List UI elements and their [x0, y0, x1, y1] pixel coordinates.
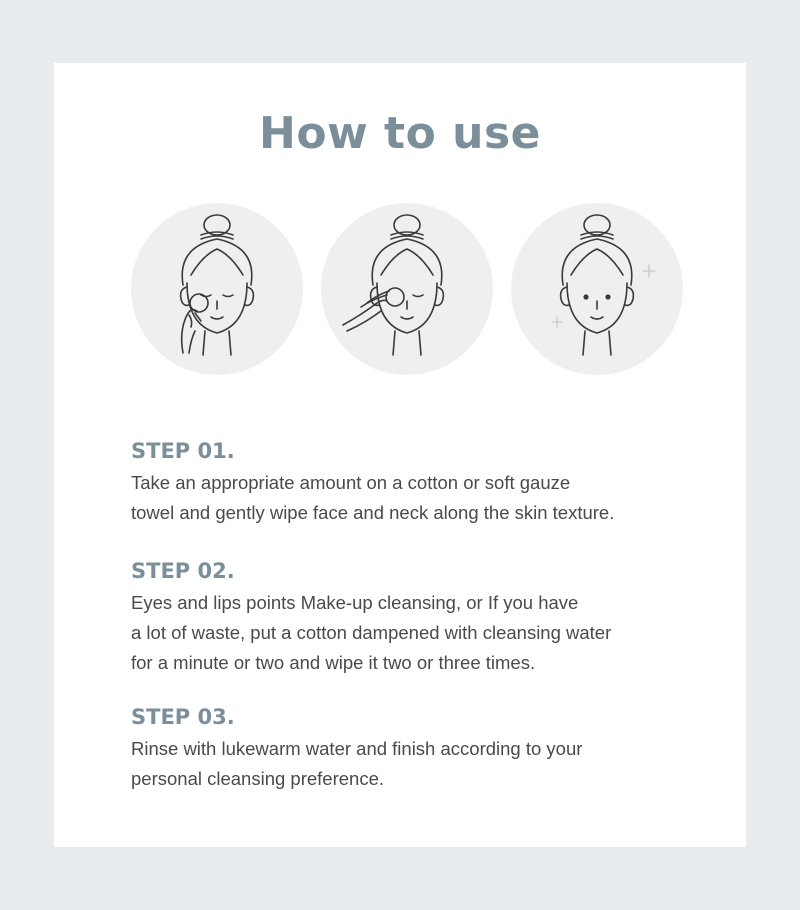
step-text-line: towel and gently wipe face and neck along the skin texture. — [131, 502, 615, 523]
step-02 — [131, 558, 691, 678]
step-text-line: Take an appropriate amount on a cotton or soft gauze — [131, 472, 571, 493]
face-cotton-pad-cheek-icon — [131, 203, 303, 375]
step-text-line: Eyes and lips points Make-up cleansing, or If you have — [131, 592, 579, 613]
step-text-line: Rinse with lukewarm water and finish according to your — [131, 738, 583, 759]
face-clean-sparkle-icon — [511, 203, 683, 375]
step-text-line: a lot of waste, put a cotton dampened with cleansing water — [131, 622, 612, 643]
step-title: STEP 02. — [131, 559, 235, 583]
page-title: How to use — [259, 108, 541, 159]
step-text-line: personal cleansing preference. — [131, 768, 384, 789]
step-01 — [131, 438, 691, 528]
face-cotton-pad-eye-icon — [321, 203, 493, 375]
step-title: STEP 03. — [131, 705, 235, 729]
step-03 — [131, 704, 691, 794]
step-text-line: for a minute or two and wipe it two or three times. — [131, 652, 536, 673]
step-title: STEP 01. — [131, 439, 235, 463]
